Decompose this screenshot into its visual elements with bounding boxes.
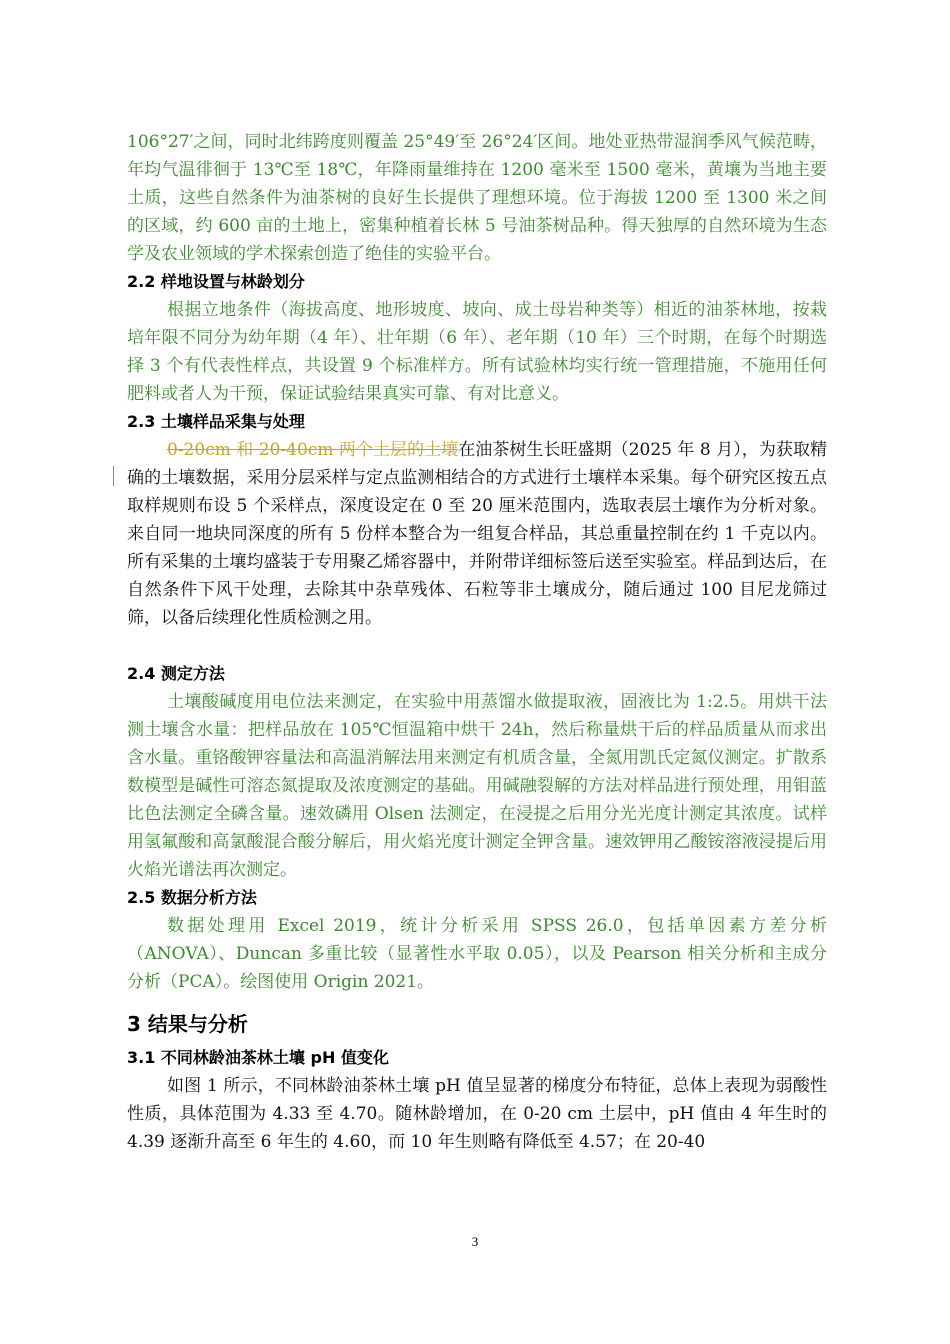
paragraph-2-2: 根据立地条件（海拔高度、地形坡度、坡向、成土母岩种类等）相近的油茶林地，按栽培年限不同分为幼年期（4 年）、壮年期（6 年）、老年期（10 年）三个时期，在每个时期选择 3 个有代表性样点，共设置 9 个标准样方。所有试验林均实行统一管理措施，不施用任何肥料或者人为干预，保证试验结果真实可靠、有对比意义。 [127,300,827,404]
heading-2-2: 2.2 样地设置与林龄划分 [127,272,305,291]
paragraph-2-3 [127,436,827,632]
intro-paragraph: 106°27′之间，同时北纬跨度则覆盖 25°49′至 26°24′区间。地处亚热带湿润季风气候范畴，年均气温徘徊于 13℃至 18℃，年降雨量维持在 1200 毫米至 1500 毫米，黄壤为当地主要土质，这些自然条件为油茶树的良好生长提供了理想环境。位于海拔 1200 至 1300 米之间的区域，约 600 亩的土地上，密集种植着长林 5 号油茶树品种。得天独厚的自然环境为生态学及农业领域的学术探索创造了绝佳的实验平台。 [127,132,827,264]
paragraph-2-5: 数据处理用 Excel 2019，统计分析采用 SPSS 26.0，包括单因素方差分析（ANOVA）、Duncan 多重比较（显著性水平取 0.05），以及 Pearson 相关分析和主成分分析（PCA）。绘图使用 Origin 2021。 [127,916,827,992]
page-content [127,128,827,1156]
paragraph-3-1: 如图 1 所示，不同林龄油茶林土壤 pH 值呈显著的梯度分布特征，总体上表现为弱酸性性质，具体范围为 4.33 至 4.70。随林龄增加，在 0-20 cm 土层中，pH 值由 4 年生时的 4.39 逐渐升高至 6 年生的 4.60，而 10 年生则略有降低至 4.57；在 20-40 [127,1076,827,1152]
heading-2-3: 2.3 土壤样品采集与处理 [127,412,305,431]
blank-line [127,632,827,660]
tracked-deletion: 0-20cm 和 20-40cm 两个土层的土壤 [167,440,459,460]
revision-change-bar [113,466,114,486]
paragraph-2-4: 土壤酸碱度用电位法来测定，在实验中用蒸馏水做提取液，固液比为 1:2.5。用烘干法测土壤含水量：把样品放在 105℃恒温箱中烘干 24h，然后称量烘干后的样品质量从而求出含水量。重铬酸钾容量法和高温消解法用来测定有机质含量，全氮用凯氏定氮仪测定。扩散系数模型是碱性可溶态氮提取及浓度测定的基础。用碱融裂解的方法对样品进行预处理，用钼蓝比色法测定全磷含量。速效磷用 Olsen 法测定，在浸提之后用分光光度计测定其浓度。试样用氢氟酸和高氯酸混合酸分解后，用火焰光度计测定全钾含量。速效钾用乙酸铵溶液浸提后用火焰光谱法再次测定。 [127,692,827,880]
heading-3: 3 结果与分析 [127,1012,248,1036]
page-number: 3 [471,1234,479,1249]
paragraph-2-3-text: 在油茶树生长旺盛期（2025 年 8 月），为获取精确的土壤数据，采用分层采样与定点监测相结合的方式进行土壤样本采集。每个研究区按五点取样规则布设 5 个采样点，深度设定在 0 至 20 厘米范围内，选取表层土壤作为分析对象。来自同一地块同深度的所有 5 份样本整合为一组复合样品，其总重量控制在约 1 千克以内。所有采集的土壤均盛装于专用聚乙烯容器中，并附带详细标签后送至实验室。样品到达后，在自然条件下风干处理，去除其中杂草残体、石粒等非土壤成分，随后通过 100 目尼龙筛过筛，以备后续理化性质检测之用。 [127,440,827,628]
heading-3-1: 3.1 不同林龄油茶林土壤 pH 值变化 [127,1048,389,1067]
heading-2-4: 2.4 测定方法 [127,664,225,683]
heading-2-5: 2.5 数据分析方法 [127,888,257,907]
